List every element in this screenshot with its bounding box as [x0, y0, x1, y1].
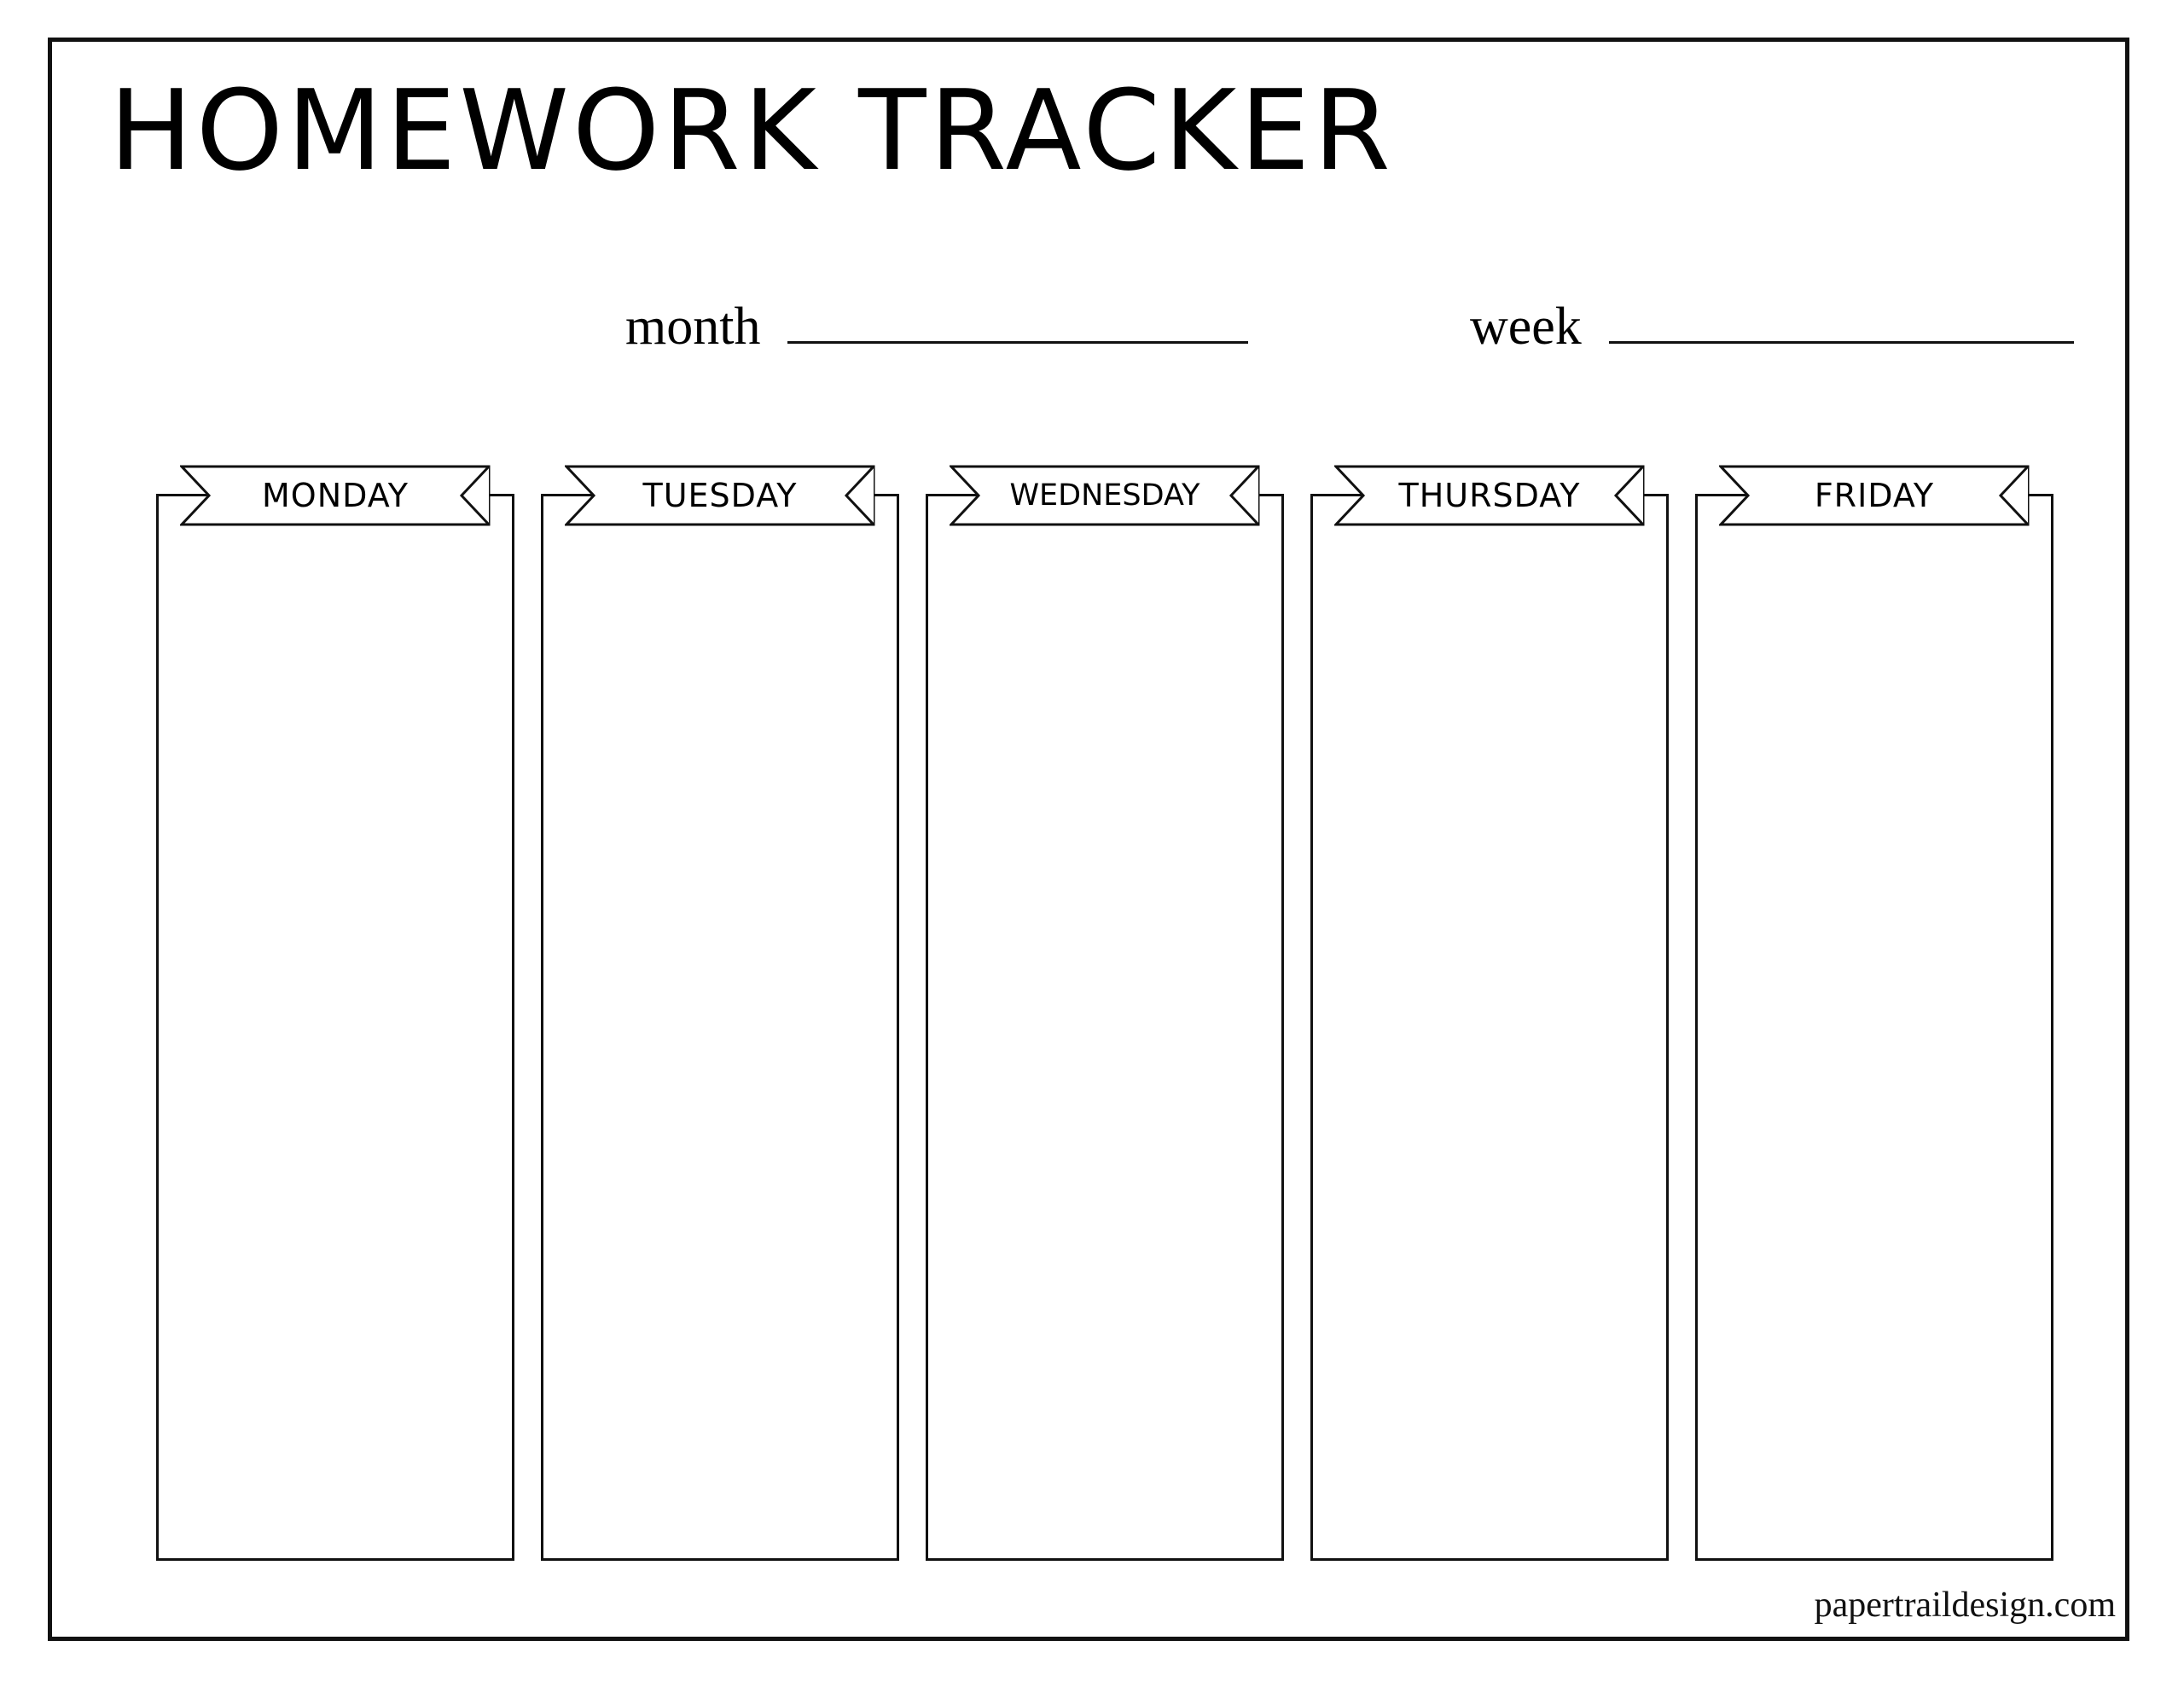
day-column-wednesday: [926, 465, 1284, 1561]
day-columns: [156, 465, 2053, 1561]
day-entry-area-wednesday[interactable]: [926, 494, 1284, 1561]
week-write-line[interactable]: [1609, 302, 2074, 344]
day-label-tuesday: TUESDAY: [642, 477, 798, 514]
week-field[interactable]: [1470, 298, 2074, 356]
day-column-friday: [1695, 465, 2053, 1561]
page-title: HOMEWORK TRACKER: [109, 66, 1394, 195]
day-entry-area-tuesday[interactable]: [541, 494, 899, 1561]
day-entry-area-friday[interactable]: [1695, 494, 2053, 1561]
month-field[interactable]: [625, 298, 1248, 356]
ribbon-banner-friday: [1719, 465, 2030, 526]
ribbon-banner-wednesday: [950, 465, 1260, 526]
month-write-line[interactable]: [787, 302, 1248, 344]
month-field-label: month: [625, 298, 761, 356]
day-column-thursday: [1310, 465, 1669, 1561]
ribbon-banner-monday: [180, 465, 491, 526]
day-entry-area-monday[interactable]: [156, 494, 514, 1561]
day-label-monday: MONDAY: [262, 477, 409, 514]
day-label-friday: FRIDAY: [1814, 477, 1935, 514]
day-label-wednesday: WEDNESDAY: [1009, 478, 1200, 513]
day-column-monday: [156, 465, 514, 1561]
day-label-thursday: THURSDAY: [1398, 477, 1581, 514]
day-column-tuesday: [541, 465, 899, 1561]
ribbon-banner-thursday: [1334, 465, 1645, 526]
week-field-label: week: [1470, 298, 1582, 356]
header-fields: [109, 300, 2071, 377]
footer-credit: papertraildesign.com: [1814, 1586, 2116, 1625]
day-entry-area-thursday[interactable]: [1310, 494, 1669, 1561]
ribbon-banner-tuesday: [565, 465, 875, 526]
